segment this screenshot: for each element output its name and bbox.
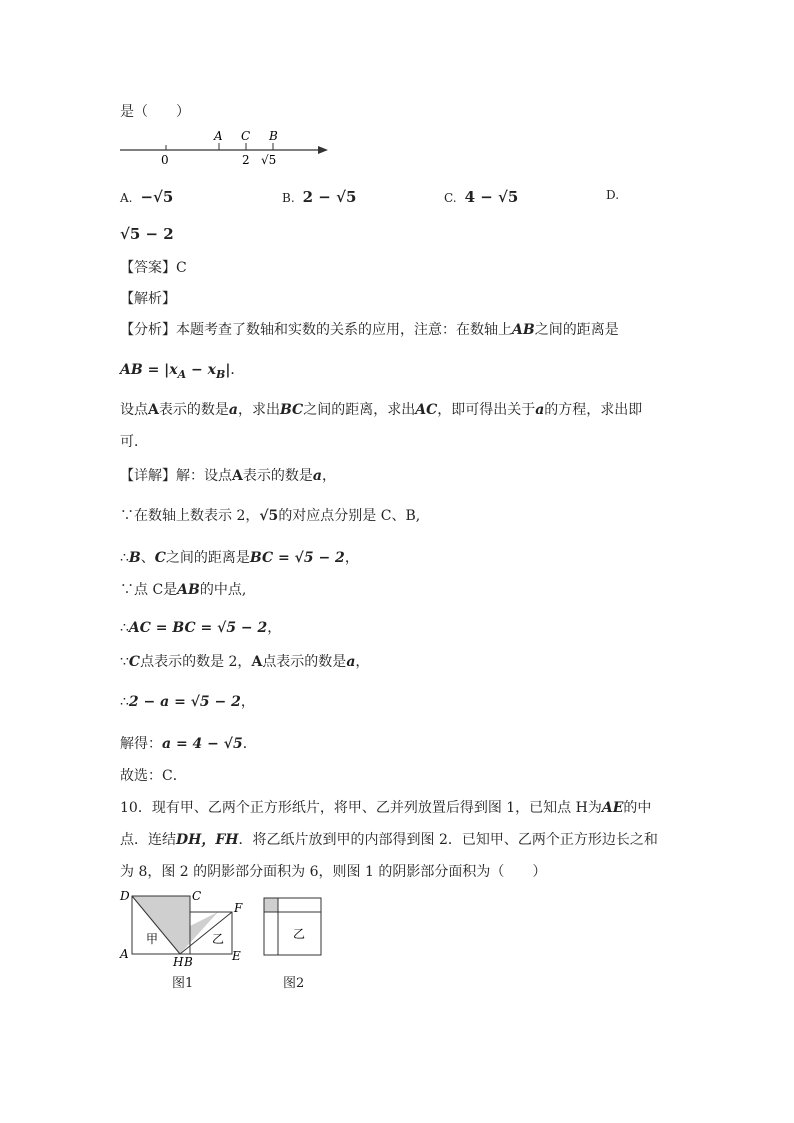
shaded-region-fig1 — [132, 896, 218, 954]
analysis-line-3: 设点A表示的数是a，求出BC之间的距离，求出AC，即可得出关于a的方程，求出即 — [120, 402, 643, 418]
detail-line-5: ∴AC = BC = √5 − 2， — [120, 620, 282, 636]
fig1-label-f: F — [234, 901, 243, 915]
fig1-label-d: D — [120, 889, 130, 903]
detail-line-1: 【详解】解：设点A表示的数是a， — [120, 468, 336, 484]
fig1-label-yi: 乙 — [212, 932, 225, 946]
fig1-caption: 图1 — [172, 976, 194, 991]
fig2-caption: 图2 — [283, 976, 305, 991]
fig1-label-b: B — [184, 955, 193, 968]
q10-line-3: 为 8，图 2 的阴影部分面积为 6，则图 1 的阴影部分面积为（ ） — [120, 864, 547, 880]
tick-label-sqrt5: √5 — [261, 153, 277, 167]
figure-1 — [116, 888, 256, 968]
detail-line-7: ∴2 − a = √5 − 2， — [120, 694, 255, 710]
detail-line-2: ∵在数轴上数表示 2，√5的对应点分别是 C、B, — [120, 508, 421, 524]
q9-stem-tail: 是（ ） — [120, 104, 190, 120]
fig1-label-a: A — [120, 947, 129, 961]
tick-label-0: 0 — [161, 153, 169, 167]
analysis-line-4: 可． — [120, 434, 148, 450]
option-c: C. 4 − √5 — [444, 188, 519, 206]
option-a: A. −√5 — [120, 188, 174, 206]
analysis-line-1: 【分析】本题考查了数轴和实数的关系的应用，注意：在数轴上AB之间的距离是 — [120, 322, 619, 338]
fig1-label-e: E — [232, 949, 241, 963]
analysis-label: 【解析】 — [120, 291, 176, 307]
fig1-label-h: H — [173, 955, 184, 968]
fig1-label-c: C — [192, 889, 202, 903]
analysis-formula: AB = $|x_A - x_B|$． — [120, 362, 245, 381]
option-d: D. — [606, 188, 620, 202]
detail-line-3: ∴B、C之间的距离是BC = √5 − 2， — [120, 550, 359, 566]
figure-2 — [260, 894, 330, 960]
answer: 【答案】C — [120, 260, 187, 276]
q10-line-1: 10．现有甲、乙两个正方形纸片，将甲、乙并列放置后得到图 1，已知点 H为AE的中 — [120, 800, 652, 816]
detail-line-8: 解得：a = 4 − √5． — [120, 736, 257, 752]
detail-line-4: ∵点 C是AB的中点, — [120, 582, 247, 598]
shaded-region-fig2 — [264, 898, 278, 912]
point-label-a: A — [214, 129, 223, 143]
tick-label-2: 2 — [242, 153, 250, 167]
detail-line-6: ∵C点表示的数是 2，A点表示的数是a， — [120, 654, 370, 670]
detail-line-9: 故选：C． — [120, 768, 187, 784]
number-line-figure — [115, 126, 355, 186]
arrow-icon — [318, 146, 328, 154]
q10-line-2: 点．连结DH，FH．将乙纸片放到甲的内部得到图 2．已知甲、乙两个正方形边长之和 — [120, 832, 658, 848]
option-d-value: √5 − 2 — [120, 225, 174, 243]
point-label-c: C — [241, 129, 251, 143]
fig2-label-yi: 乙 — [293, 927, 306, 941]
fig1-label-jia: 甲 — [146, 932, 159, 946]
point-label-b: B — [269, 129, 278, 143]
option-b: B. 2 − √5 — [282, 188, 357, 206]
